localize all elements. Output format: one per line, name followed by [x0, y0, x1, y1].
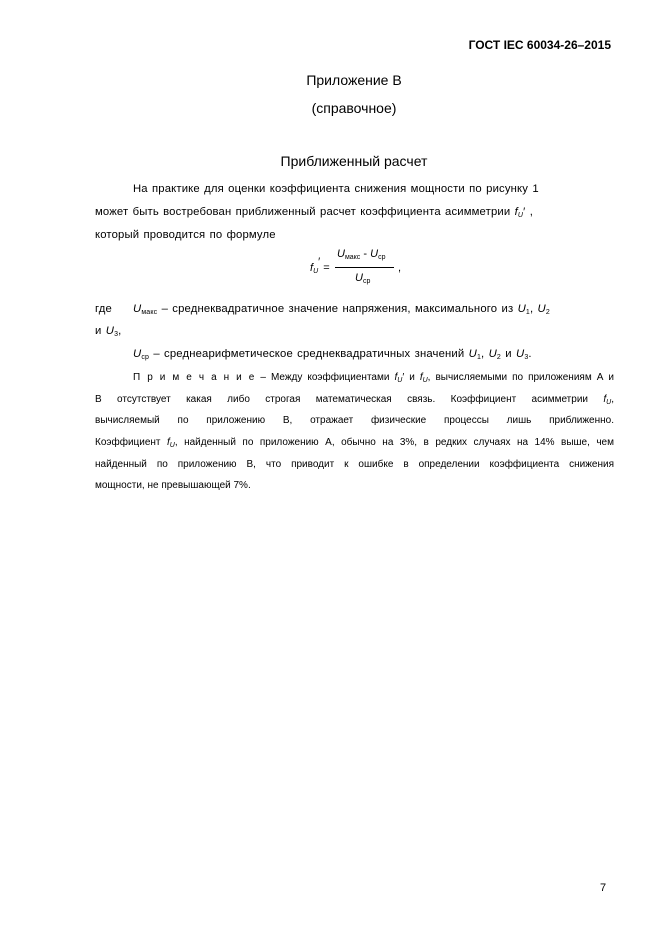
note-line1: П р и м е ч а н и е – Между коэффициентами $f_U'$ и $f_U$, вычисляемыми по приложениям А и [133, 372, 614, 384]
umax-definition-cont: и $U_3$, [95, 325, 122, 338]
note-line6: мощности, не превышающей 7%. [95, 480, 251, 491]
where-label: где [95, 303, 112, 315]
section-title: Приближенный расчет [280, 153, 428, 169]
note-line3: вычисляемый по приложению В, отражает физические процессы лишь приближенно. [95, 415, 614, 426]
para1-line1: На практике для оценки коэффициента снижения мощности по рисунку 1 [133, 183, 539, 195]
appendix-subtitle: (справочное) [311, 100, 397, 116]
note-label: П р и м е ч а н и е [133, 372, 256, 383]
document-code: ГОСТ IEC 60034-26–2015 [468, 38, 611, 52]
formula [310, 248, 410, 290]
formula-numerator: $U_{макс} - U_{ср}$ [337, 248, 386, 261]
formula-comma: , [398, 262, 402, 274]
fraction-bar [335, 267, 394, 268]
para1-line3: который проводится по формуле [95, 229, 276, 241]
note-line2: В отсутствует какая либо строгая математическая связь. Коэффициент асимметрии $f_U$, [95, 394, 615, 406]
formula-denominator: $U_{ср}$ [355, 272, 371, 285]
para1-line2: может быть востребован приближенный расчет коэффициента асимметрии $f_U'$ , [95, 206, 533, 219]
note-line4: Коэффициент $f_U$, найденный по приложению А, обычно на 3%, в редких случаях на 14% выше, чем [95, 437, 614, 449]
formula-lhs: $f_U'$ = [310, 256, 330, 275]
appendix-title: Приложение В [306, 72, 402, 88]
note-line5: найденный по приложению В, что приводит к ошибке в определении коэффициента снижения [95, 459, 614, 470]
umax-definition: $U_{макс}$ – среднеквадратичное значение напряжения, максимального из $U_1$, $U_2$ [133, 303, 550, 316]
ucp-definition: $U_{ср}$ – среднеарифметическое среднеквадратичных значений $U_1$, $U_2$ и $U_3$. [133, 348, 532, 361]
page-number: 7 [600, 882, 607, 894]
